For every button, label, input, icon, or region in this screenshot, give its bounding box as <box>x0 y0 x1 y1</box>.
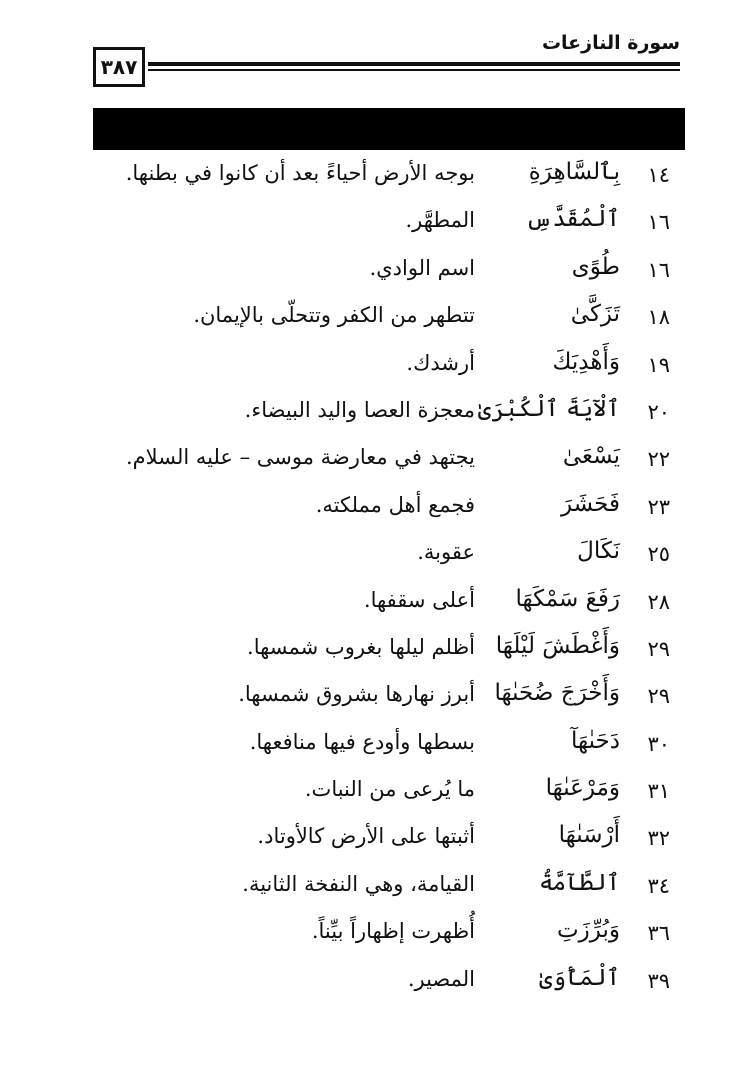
quran-word: تَزَكَّىٰ <box>570 301 620 328</box>
word-meaning: تتطهر من الكفر وتتحلّى بالإيمان. <box>193 303 475 328</box>
verse-number: ١٨ <box>647 305 670 330</box>
verse-number: ٢٠ <box>647 399 670 424</box>
black-header-band <box>93 108 685 150</box>
quran-word: فَحَشَرَ <box>560 490 620 517</box>
list-item <box>0 297 755 344</box>
quran-word: وَأَهْدِيَكَ <box>552 348 620 375</box>
quran-word: وَمَرْعَىٰهَا <box>545 775 620 802</box>
word-meaning: أثبتها على الأرض كالأوتاد. <box>257 824 475 849</box>
verse-number: ٣١ <box>647 779 670 804</box>
list-item <box>0 629 755 676</box>
list-item <box>0 202 755 249</box>
word-meaning: أرشدك. <box>406 350 475 375</box>
quran-word: وَأَغْطَشَ لَيْلَهَا <box>495 632 620 659</box>
quran-word: ٱلْمُقَدَّسِ <box>525 206 620 233</box>
quran-word: طُوًى <box>571 253 620 280</box>
word-meaning: عقوبة. <box>417 540 475 565</box>
list-item <box>0 439 755 486</box>
verse-number: ٢٩ <box>647 636 670 661</box>
verse-number: ٣٠ <box>647 731 670 756</box>
list-item <box>0 487 755 534</box>
surah-title: سورة النازعات <box>541 32 680 54</box>
list-item <box>0 961 755 1008</box>
page-number-box <box>93 47 145 87</box>
quran-word: نَكَالَ <box>577 538 620 565</box>
verse-number: ٢٨ <box>647 589 670 614</box>
word-meaning: القيامة، وهي النفخة الثانية. <box>242 871 475 896</box>
quran-word: بِٱلسَّاهِرَةِ <box>528 159 620 185</box>
header-rule-thick <box>148 62 680 66</box>
verse-number: ٣٩ <box>647 968 670 993</box>
verse-number: ٢٥ <box>647 542 670 567</box>
word-meaning: المطهَّر. <box>405 208 475 233</box>
page-number: ٣٨٧ <box>100 55 138 79</box>
word-meaning: يجتهد في معارضة موسى – عليه السلام. <box>126 445 475 470</box>
list-item <box>0 534 755 581</box>
word-meaning: اسم الوادي. <box>369 255 475 280</box>
verse-number: ١٦ <box>647 210 670 235</box>
header-rule-thin <box>148 69 680 71</box>
verse-number: ١٦ <box>647 257 670 282</box>
page-header <box>0 0 755 100</box>
list-item <box>0 155 755 202</box>
list-item <box>0 818 755 865</box>
word-meaning: معجزة العصا واليد البيضاء. <box>244 397 475 422</box>
list-item <box>0 771 755 818</box>
word-meaning: أظلم ليلها بغروب شمسها. <box>247 634 475 659</box>
word-meaning: فجمع أهل مملكته. <box>315 492 475 517</box>
verse-number: ٢٩ <box>647 684 670 709</box>
verse-number: ٢٣ <box>647 494 670 519</box>
vocabulary-list <box>0 155 755 1008</box>
word-meaning: المصير. <box>407 966 475 991</box>
word-meaning: أبرز نهارها بشروق شمسها. <box>238 682 475 707</box>
verse-number: ٣٦ <box>647 921 670 946</box>
verse-number: ١٩ <box>647 352 670 377</box>
quran-word: أَرْسَىٰهَا <box>558 822 620 849</box>
word-meaning: بوجه الأرض أحياءً بعد أن كانوا في بطنها. <box>125 161 475 185</box>
verse-number: ٣٢ <box>647 826 670 851</box>
quran-word: دَحَىٰهَآ <box>570 727 620 754</box>
list-item <box>0 724 755 771</box>
verse-number: ١٤ <box>647 163 670 187</box>
list-item <box>0 250 755 297</box>
quran-word: ٱلْمَأْوَىٰ <box>539 964 620 991</box>
list-item <box>0 582 755 629</box>
list-item <box>0 913 755 960</box>
list-item <box>0 392 755 439</box>
word-meaning: بسطها وأودع فيها منافعها. <box>249 729 475 754</box>
quran-word: ٱلطَّآمَّةُ <box>539 869 620 896</box>
word-meaning: ما يُرعى من النبات. <box>304 777 475 802</box>
verse-number: ٣٤ <box>647 873 670 898</box>
quran-word: رَفَعَ سَمْكَهَا <box>515 585 620 612</box>
quran-word: وَأَخْرَجَ ضُحَىٰهَا <box>494 680 620 707</box>
quran-word: يَسْعَىٰ <box>562 443 620 470</box>
quran-word: وَبُرِّزَتِ <box>557 917 620 944</box>
list-item <box>0 866 755 913</box>
word-meaning: أعلى سقفها. <box>363 587 475 612</box>
quran-word: ٱلْآيَةَ ٱلْكُبْرَىٰ <box>477 395 620 422</box>
list-item <box>0 676 755 723</box>
list-item <box>0 345 755 392</box>
verse-number: ٢٢ <box>647 447 670 472</box>
word-meaning: أُظهرت إظهاراً بيِّناً. <box>311 919 475 944</box>
